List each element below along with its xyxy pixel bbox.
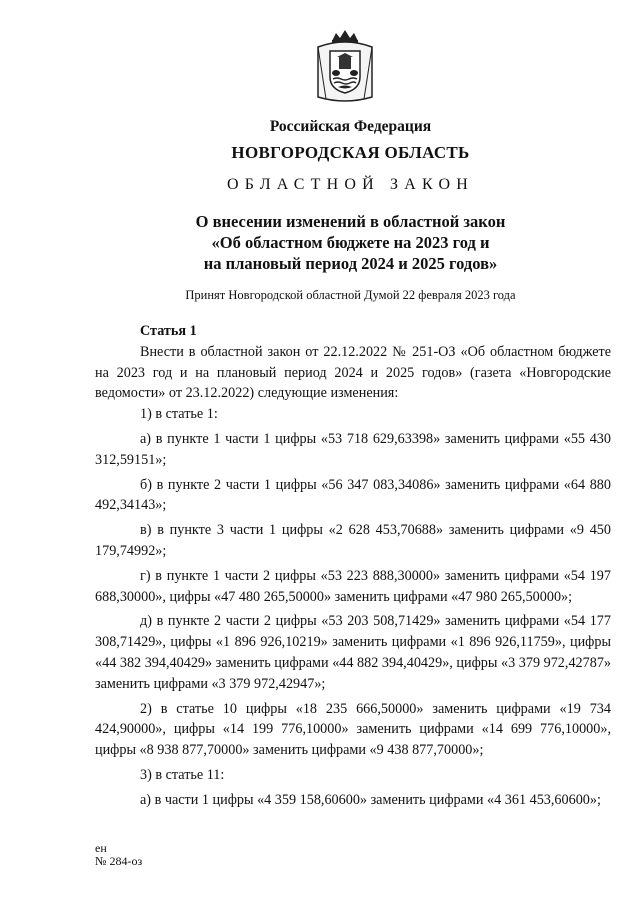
article-item: 2) в статье 10 цифры «18 235 666,50000» заменить цифрами «19 734 424,90000», цифры «14 199 776,10000» заменить цифрами «14 699 776,10000», цифры «8 938 877,70000» заменить цифрами «9 438 877,70000»; xyxy=(95,700,611,759)
law-title xyxy=(31,211,639,274)
article-heading: Статья 1 xyxy=(140,323,197,339)
article-body xyxy=(95,321,611,811)
article-item: д) в пункте 2 части 2 цифры «53 203 508,71429» заменить цифрами «54 177 308,71429», цифры «1 896 926,10219» заменить цифрами «1 896 926,11759», цифры «44 382 394,40429» заменить цифрами «44 882 394,40429», цифры «3 379 972,42787» заменить цифрами «3 379 972,42947»; xyxy=(95,613,611,692)
adoption-note: Принят Новгородской областной Думой 22 февраля 2023 года xyxy=(185,288,516,302)
law-title-line-2: «Об областном бюджете на 2023 год и xyxy=(211,233,490,252)
article-intro: Внести в областной закон от 22.12.2022 № 251-ОЗ «Об областном бюджете на 2023 год и на плановый период 2024 и 2025 годов» (газета «Новгородские ведомости» от 23.12.2022) следующие изменения: xyxy=(95,343,611,402)
article-item: 1) в статье 1: xyxy=(140,406,218,423)
footer-number: № 284-оз xyxy=(95,854,143,868)
article-item: в) в пункте 3 части 1 цифры «2 628 453,70688» заменить цифрами «9 450 179,74992»; xyxy=(95,522,611,559)
footer-initials: ен xyxy=(95,841,107,855)
federation-label: Российская Федерация xyxy=(269,118,432,135)
law-title-line-1: О внесении изменений в областной закон xyxy=(195,212,506,231)
region-label: НОВГОРОДСКАЯ ОБЛАСТЬ xyxy=(231,143,470,162)
article-item: 3) в статье 11: xyxy=(140,766,225,783)
coat-of-arms-icon xyxy=(312,27,378,105)
article-item: а) в части 1 цифры «4 359 158,60600» заменить цифрами «4 361 453,60600»; xyxy=(140,791,601,808)
law-title-line-3: на плановый период 2024 и 2025 годов» xyxy=(203,254,498,273)
article-item: г) в пункте 1 части 2 цифры «53 223 888,30000» заменить цифрами «54 197 688,30000», цифры «47 480 265,50000» заменить цифрами «47 980 265,50000»; xyxy=(95,567,611,605)
article-item: а) в пункте 1 части 1 цифры «53 718 629,63398» заменить цифрами «55 430 312,59151»; xyxy=(95,430,611,468)
footer-ref xyxy=(95,842,142,868)
article-item: б) в пункте 2 части 1 цифры «56 347 083,34086» заменить цифрами «64 880 492,34143»; xyxy=(95,476,611,514)
law-type-label: ОБЛАСТНОЙ ЗАКОН xyxy=(226,176,474,193)
